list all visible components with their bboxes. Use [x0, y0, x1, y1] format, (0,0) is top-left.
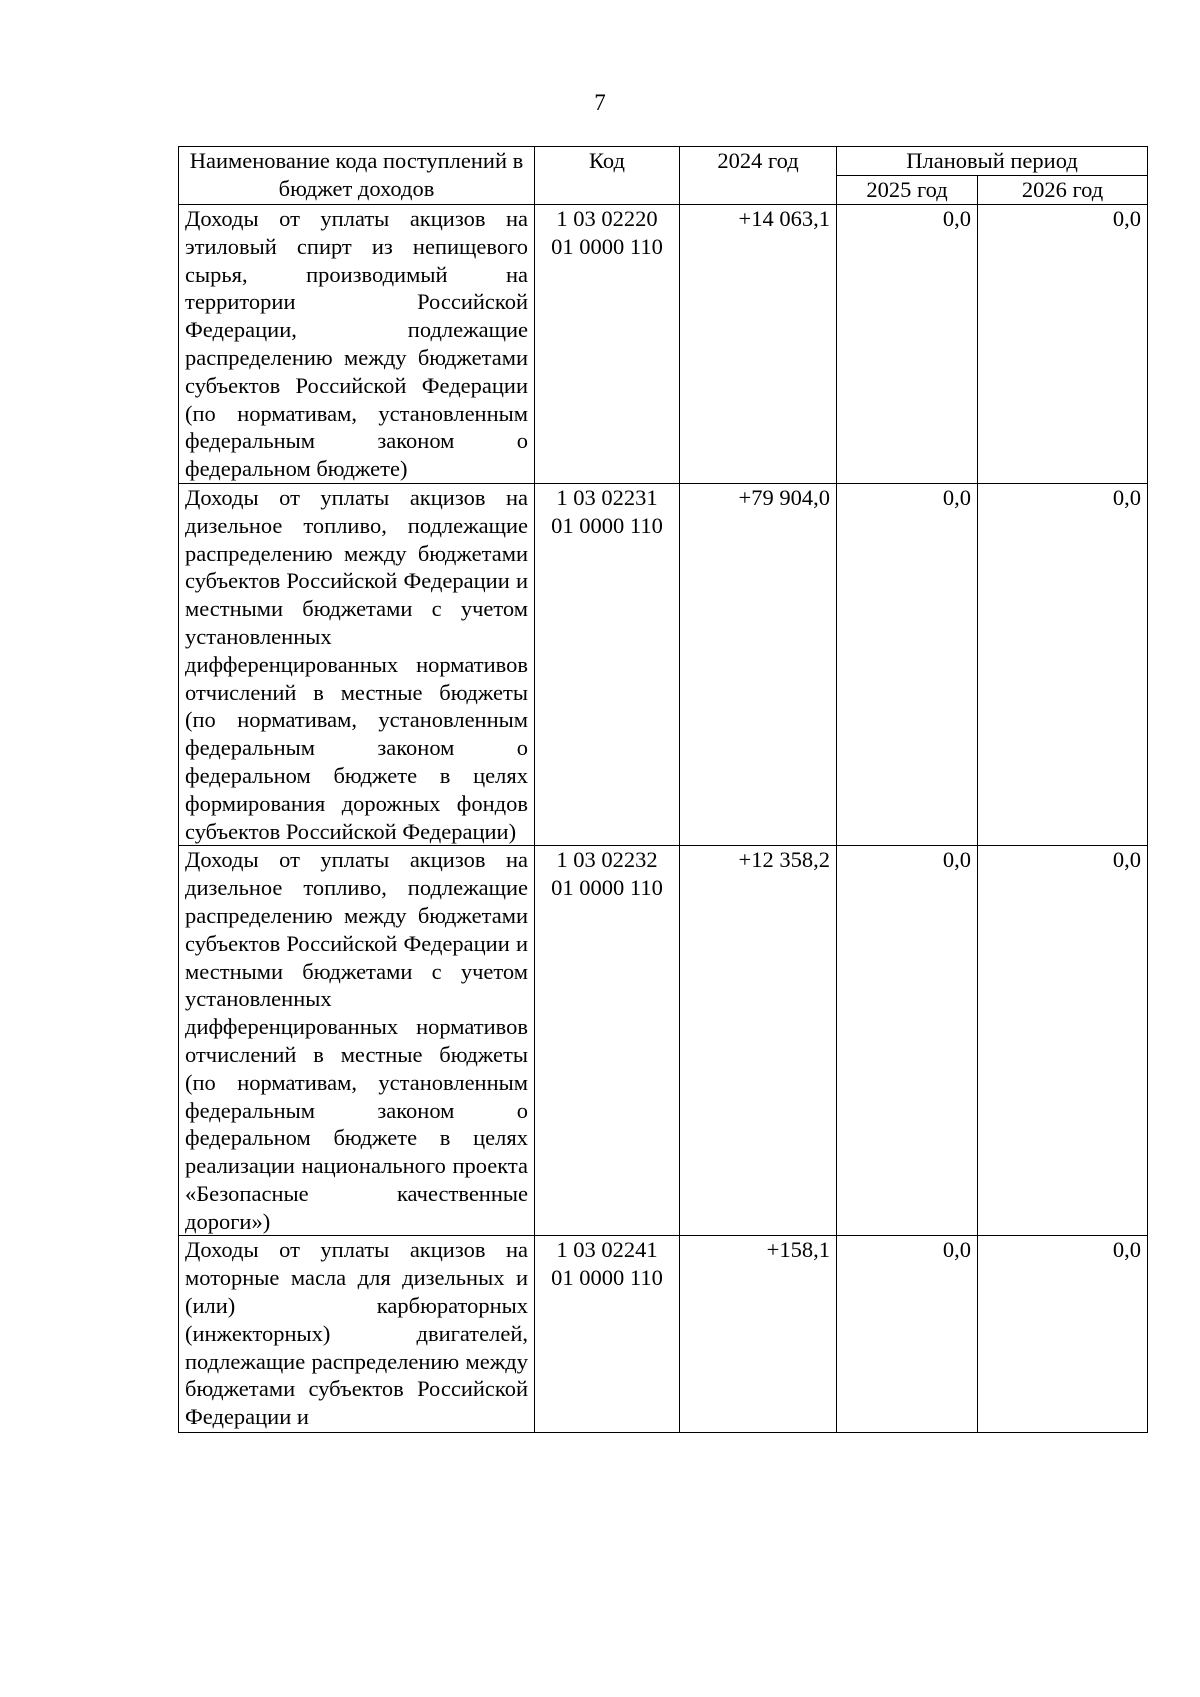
table-row: [179, 1236, 1148, 1433]
table-row: [179, 483, 1148, 845]
row-value-2024: +14 063,1: [680, 205, 837, 484]
table-header: [179, 147, 1148, 205]
row-value-2026: 0,0: [978, 205, 1148, 484]
row-value-2026: 0,0: [978, 846, 1148, 1236]
row-value-2026: 0,0: [978, 483, 1148, 845]
row-code-line2: 01 0000 110: [551, 233, 663, 259]
row-name: Доходы от уплаты акцизов на дизельное топливо, подлежащие распределению между бюджетами субъектов Российской Федерации и местными бюджетами с учетом установленных дифференцированных нормативов отчислений в местные бюджеты (по нормативам, установленным федеральным законом о федеральном бюджете в целях формирования дорожных фондов субъектов Российской Федерации): [179, 483, 535, 845]
header-planned-period: Плановый период: [837, 147, 1148, 176]
row-code-line1: 1 03 02241: [556, 1237, 658, 1263]
row-code-line1: 1 03 02232: [556, 847, 658, 873]
row-value-2025: 0,0: [837, 483, 978, 845]
table-body: [179, 205, 1148, 1433]
header-year-2024: 2024 год: [680, 147, 837, 205]
row-code-line2: 01 0000 110: [551, 1265, 663, 1291]
row-code-line1: 1 03 02220: [556, 206, 658, 231]
row-code-line2: 01 0000 110: [551, 512, 663, 538]
row-code: [535, 846, 680, 1236]
header-code: Код: [535, 147, 680, 205]
row-code: [535, 1236, 680, 1433]
row-code-line2: 01 0000 110: [551, 875, 663, 901]
row-code: [535, 483, 680, 845]
revenue-table: [178, 146, 1148, 1433]
row-name: Доходы от уплаты акцизов на моторные масла для дизельных и (или) карбюраторных (инжекторных) двигателей, подлежащие распределению между бюджетами субъектов Российской Федерации и: [179, 1236, 535, 1433]
row-name: Доходы от уплаты акцизов на этиловый спирт из непищевого сырья, производимый на территории Российской Федерации, подлежащие распределению между бюджетами субъектов Российской Федерации (по нормативам, установленным федеральным законом о федеральном бюджете): [179, 205, 535, 484]
header-name: Наименование кода поступлений в бюджет доходов: [179, 147, 535, 205]
table-row: [179, 205, 1148, 484]
row-value-2025: 0,0: [837, 205, 978, 484]
header-year-2026: 2026 год: [978, 176, 1148, 205]
row-value-2026: 0,0: [978, 1236, 1148, 1433]
row-value-2025: 0,0: [837, 846, 978, 1236]
row-value-2024: +12 358,2: [680, 846, 837, 1236]
table-row: [179, 846, 1148, 1236]
row-value-2024: +158,1: [680, 1236, 837, 1433]
page-number: 7: [594, 90, 606, 115]
row-name: Доходы от уплаты акцизов на дизельное топливо, подлежащие распределению между бюджетами субъектов Российской Федерации и местными бюджетами с учетом установленных дифференцированных нормативов отчислений в местные бюджеты (по нормативам, установленным федеральным законом о федеральном бюджете в целях реализации национального проекта «Безопасные качественные дороги»): [179, 846, 535, 1236]
row-value-2024: +79 904,0: [680, 483, 837, 845]
header-year-2025: 2025 год: [837, 176, 978, 205]
row-code: [535, 205, 680, 484]
row-value-2025: 0,0: [837, 1236, 978, 1433]
row-code-line1: 1 03 02231: [556, 484, 658, 510]
